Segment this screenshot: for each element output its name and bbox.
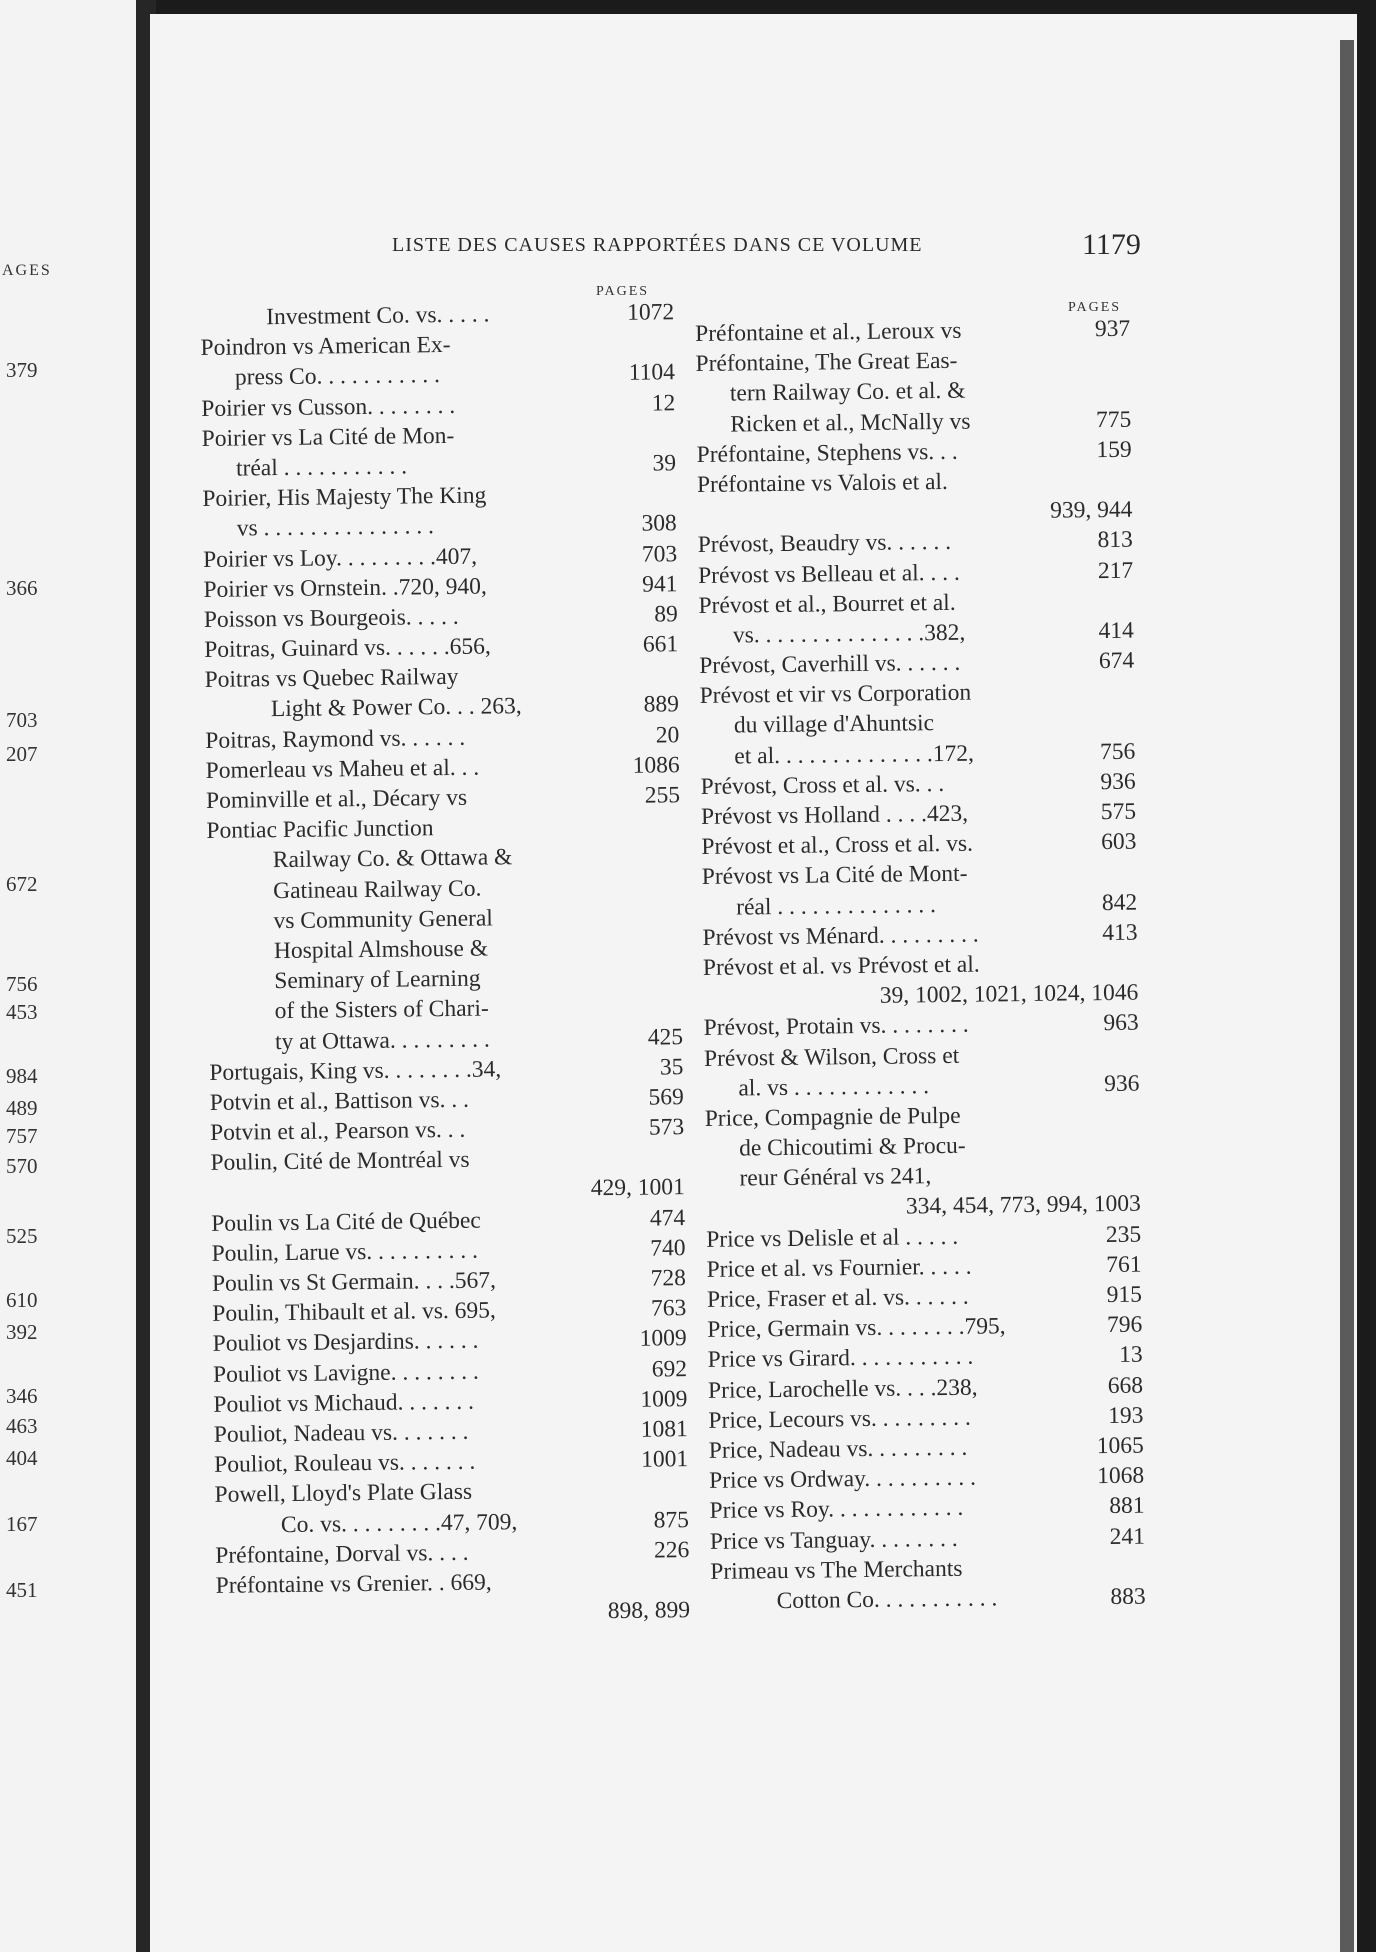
facing-page-number: 984	[6, 1064, 38, 1088]
entry-page-ref: 425	[647, 1023, 684, 1051]
entry-text: Prévost, Beaudry vs. . . . . .	[697, 529, 952, 559]
facing-page-number: 525	[6, 1224, 38, 1248]
entry-page-ref: 569	[648, 1084, 684, 1111]
entry-text: Poulin, Larue vs. . . . . . . . . .	[211, 1237, 479, 1267]
facing-page-number: 207	[6, 742, 38, 766]
entry-page-ref: 20	[655, 721, 680, 749]
entry-page-ref: 39, 1002, 1021, 1024, 1046	[879, 979, 1139, 1009]
entry-text: Portugais, King vs. . . . . . . .34,	[209, 1056, 502, 1086]
entry-text: Pontiac Pacific Junction	[206, 815, 434, 845]
entry-text: Poulin, Thibault et al. vs. 695,	[212, 1297, 497, 1328]
entry-page-ref: 1001	[641, 1446, 689, 1473]
facing-page-number: 392	[6, 1320, 38, 1344]
facing-page-number: 346	[6, 1384, 38, 1408]
entry-text: Prévost vs Ménard. . . . . . . . .	[702, 921, 979, 951]
entry-page-ref: 842	[1101, 889, 1138, 916]
entry-text: Potvin et al., Battison vs. . .	[209, 1086, 470, 1116]
entry-page-ref: 936	[1100, 768, 1136, 795]
entry-text: Pouliot vs Desjardins. . . . . .	[212, 1328, 479, 1358]
entry-page-ref: 235	[1105, 1221, 1142, 1248]
index-entry-line	[710, 1581, 1145, 1616]
entry-text: Prévost et al. vs Prévost et al.	[702, 951, 980, 981]
entry-page-ref: 939, 944	[1049, 496, 1133, 524]
entry-text: Price, Lecours vs. . . . . . . . .	[708, 1404, 971, 1434]
entry-page-ref: 1086	[632, 751, 680, 779]
entry-text: tréal . . . . . . . . . . .	[235, 453, 408, 482]
left-column-pages-label: PAGES	[596, 284, 650, 299]
entry-text: Poindron vs American Ex-	[200, 332, 451, 362]
entry-text: vs . . . . . . . . . . . . . . .	[236, 513, 435, 542]
entry-page-ref: 1068	[1097, 1462, 1145, 1490]
facing-page-number: 756	[6, 972, 38, 996]
entry-text: Pouliot vs Lavigne. . . . . . . .	[212, 1358, 479, 1388]
facing-page-number: 167	[6, 1512, 38, 1536]
entry-page-ref: 761	[1106, 1251, 1142, 1278]
entry-page-ref: 875	[653, 1506, 690, 1534]
entry-page-ref: 334, 454, 773, 994, 1003	[905, 1191, 1142, 1220]
entry-text: vs. . . . . . . . . . . . . . .382,	[732, 619, 966, 649]
entry-page-ref: 763	[650, 1295, 687, 1322]
index-column-left	[200, 297, 690, 1631]
entry-page-ref: 575	[1100, 798, 1137, 826]
entry-page-ref: 1104	[628, 359, 676, 387]
entry-text: Pouliot, Rouleau vs. . . . . . .	[214, 1448, 476, 1479]
entry-page-ref: 936	[1103, 1070, 1140, 1097]
entry-page-ref: 414	[1098, 617, 1134, 644]
entry-page-ref: 963	[1103, 1009, 1139, 1037]
entry-text: Prévost & Wilson, Cross et	[703, 1042, 960, 1072]
entry-page-ref: 915	[1106, 1281, 1143, 1309]
entry-text: Prévost vs Belleau et al. . . .	[697, 559, 960, 589]
facing-page-number: 489	[6, 1096, 38, 1120]
entry-text: Prévost vs Holland . . . .423,	[700, 800, 969, 830]
entry-text: Préfontaine, The Great Eas-	[695, 347, 958, 378]
entry-text: Poirier, His Majesty The King	[202, 482, 487, 513]
facing-page-number: 463	[6, 1414, 38, 1438]
entry-page-ref: 740	[650, 1234, 686, 1262]
entry-text: Price vs Girard. . . . . . . . . . .	[707, 1344, 974, 1374]
entry-text: Préfontaine vs Grenier. . 669,	[215, 1569, 492, 1599]
entry-text: Gatineau Railway Co.	[273, 875, 482, 904]
entry-text: Co. vs. . . . . . . . .47, 709,	[280, 1508, 518, 1538]
index-entry-line	[216, 1595, 690, 1631]
entry-text: Price, Larochelle vs. . . .238,	[707, 1374, 978, 1404]
entry-page-ref: 413	[1102, 919, 1138, 946]
facing-page-pages-header: AGES	[2, 262, 52, 279]
entry-page-ref: 12	[651, 389, 676, 417]
entry-page-ref: 898, 899	[607, 1597, 691, 1625]
entry-text: tern Railway Co. et al. &	[729, 378, 966, 407]
facing-page-number: 610	[6, 1288, 38, 1312]
entry-text: reur Général vs 241,	[739, 1163, 932, 1192]
entry-text: Poitras, Guinard vs. . . . . .656,	[204, 633, 491, 664]
entry-page-ref: 39	[652, 450, 677, 477]
entry-text: Pomerleau vs Maheu et al. . .	[205, 754, 480, 784]
entry-page-ref: 937	[1094, 315, 1131, 343]
entry-page-ref: 603	[1101, 828, 1137, 856]
facing-page-number: 672	[6, 872, 38, 896]
entry-page-ref: 474	[649, 1204, 686, 1232]
entry-text: Poirier vs Cusson. . . . . . . .	[201, 392, 456, 422]
entry-text: Poirier vs Ornstein. .720, 940,	[203, 573, 487, 603]
entry-page-ref: 728	[650, 1265, 687, 1292]
entry-text: Préfontaine vs Valois et al.	[696, 468, 949, 498]
facing-page-number: 451	[6, 1578, 38, 1602]
index-column-right	[695, 314, 1146, 1617]
facing-page-number: 404	[6, 1446, 38, 1470]
entry-text: Pouliot, Nadeau vs. . . . . . .	[213, 1418, 469, 1448]
entry-text: Price vs Tanguay. . . . . . . .	[709, 1525, 958, 1555]
entry-page-ref: 255	[644, 782, 681, 809]
entry-text: et al. . . . . . . . . . . . . .172,	[734, 740, 975, 770]
facing-page-number: 703	[6, 708, 38, 732]
entry-page-ref: 217	[1097, 557, 1134, 584]
entry-text: Prévost et al., Cross et al. vs.	[701, 830, 974, 861]
entry-text: Prévost vs La Cité de Mont-	[701, 861, 968, 891]
entry-text: ty at Ottawa. . . . . . . . .	[274, 1026, 490, 1055]
entry-page-ref: 159	[1096, 436, 1132, 463]
entry-page-ref: 193	[1108, 1402, 1144, 1429]
facing-page-number: 453	[6, 1000, 38, 1024]
right-column-pages-label: PAGES	[1068, 300, 1122, 315]
entry-text: press Co. . . . . . . . . . .	[234, 362, 441, 391]
entry-text: Pominville et al., Décary vs	[205, 784, 468, 814]
entry-text: Poirier vs La Cité de Mon-	[201, 422, 455, 452]
entry-text: Pouliot vs Michaud. . . . . . .	[213, 1388, 475, 1418]
entry-text: Poisson vs Bourgeois. . . . .	[203, 603, 459, 633]
facing-page-number: 379	[6, 358, 38, 382]
entry-page-ref: 796	[1106, 1311, 1143, 1339]
entry-text: Investment Co. vs. . . . .	[266, 301, 490, 331]
entry-page-ref: 13	[1119, 1341, 1143, 1369]
entry-page-ref: 674	[1098, 647, 1135, 675]
entry-text: Powell, Lloyd's Plate Glass	[214, 1479, 473, 1509]
facing-page-number: 570	[6, 1154, 38, 1178]
entry-text: Primeau vs The Merchants	[710, 1555, 963, 1585]
entry-page-ref: 35	[659, 1053, 684, 1081]
entry-text: vs Community General	[273, 905, 494, 934]
entry-text: Seminary of Learning	[274, 965, 481, 995]
entry-text: du village d'Ahuntsic	[733, 710, 935, 739]
entry-text: Price vs Delisle et al . . . . .	[706, 1223, 959, 1253]
entry-text: Prévost et vir vs Corporation	[699, 679, 972, 710]
entry-text: Price, Germain vs. . . . . . . .795,	[707, 1313, 1006, 1344]
entry-page-ref: 661	[642, 631, 679, 658]
entry-text: Price, Compagnie de Pulpe	[704, 1102, 961, 1132]
entry-text: Prévost, Cross et al. vs. . .	[700, 770, 945, 800]
entry-page-ref: 1009	[639, 1325, 687, 1353]
entry-page-ref: 1009	[640, 1385, 688, 1413]
entry-page-ref: 573	[648, 1114, 685, 1141]
entry-page-ref: 1081	[640, 1416, 688, 1443]
entry-text: Poulin vs St Germain. . . .567,	[211, 1267, 497, 1297]
entry-page-ref: 226	[653, 1536, 690, 1564]
entry-page-ref: 813	[1097, 526, 1133, 554]
entry-text: Prévost et al., Bourret et al.	[698, 589, 956, 619]
entry-page-ref: 241	[1109, 1523, 1146, 1550]
entry-text: Poitras, Raymond vs. . . . . .	[205, 724, 466, 754]
page-number: 1179	[1082, 228, 1141, 261]
facing-page-number: 757	[6, 1124, 38, 1148]
entry-text: de Chicoutimi & Procu-	[738, 1132, 966, 1162]
page-edge-shadow	[1340, 40, 1354, 1952]
running-head: LISTE DES CAUSES RAPPORTÉES DANS CE VOLUME	[392, 234, 923, 256]
entry-page-ref: 775	[1095, 406, 1132, 433]
entry-page-ref: 668	[1107, 1372, 1144, 1399]
entry-text: Cotton Co. . . . . . . . . . .	[776, 1585, 998, 1614]
entry-page-ref: 703	[641, 540, 678, 568]
entry-text: Prévost, Caverhill vs. . . . . .	[699, 649, 961, 680]
entry-text: Railway Co. & Ottawa &	[272, 844, 513, 874]
entry-page-ref: 883	[1110, 1583, 1146, 1610]
entry-text: al. vs . . . . . . . . . . . .	[738, 1072, 930, 1102]
entry-text: Poulin, Cité de Montréal vs	[210, 1147, 470, 1177]
entry-page-ref: 1072	[626, 299, 675, 326]
entry-page-ref: 941	[642, 570, 678, 598]
entry-page-ref: 889	[643, 691, 680, 719]
entry-page-ref: 89	[654, 601, 678, 628]
entry-text: Price vs Ordway. . . . . . . . . .	[709, 1464, 977, 1495]
entry-text: Price, Fraser et al. vs. . . . . .	[706, 1283, 969, 1313]
entry-page-ref: 881	[1109, 1492, 1145, 1520]
entry-text: réal . . . . . . . . . . . . . .	[736, 891, 937, 921]
entry-text: Prévost, Protain vs. . . . . . . .	[703, 1012, 969, 1042]
entry-page-ref: 429, 1001	[590, 1174, 686, 1202]
entry-text: of the Sisters of Chari-	[274, 995, 489, 1025]
entry-page-ref: 308	[641, 510, 677, 537]
entry-text: Poulin vs La Cité de Québec	[211, 1207, 481, 1237]
entry-text: Préfontaine et al., Leroux vs	[695, 317, 962, 347]
entry-page-ref: 692	[651, 1355, 688, 1383]
entry-text: Poitras vs Quebec Railway	[204, 664, 459, 694]
entry-text: Price, Nadeau vs. . . . . . . . .	[708, 1434, 968, 1464]
entry-text: Price vs Roy. . . . . . . . . . . .	[709, 1495, 964, 1525]
entry-text: Poirier vs Loy. . . . . . . . .407,	[202, 543, 478, 573]
facing-page-number: 366	[6, 576, 38, 600]
entry-text: Préfontaine, Stephens vs. . .	[696, 438, 958, 468]
entry-text: Price et al. vs Fournier. . . . .	[706, 1253, 972, 1283]
entry-page-ref: 1065	[1096, 1432, 1144, 1460]
entry-text: Light & Power Co. . . 263,	[270, 693, 522, 723]
entry-text: Ricken et al., McNally vs	[730, 408, 971, 438]
entry-text: Préfontaine, Dorval vs. . . .	[215, 1539, 469, 1569]
entry-text: Potvin et al., Pearson vs. . .	[209, 1116, 466, 1146]
entry-text: Hospital Almshouse &	[273, 935, 489, 965]
entry-page-ref: 756	[1099, 738, 1136, 765]
